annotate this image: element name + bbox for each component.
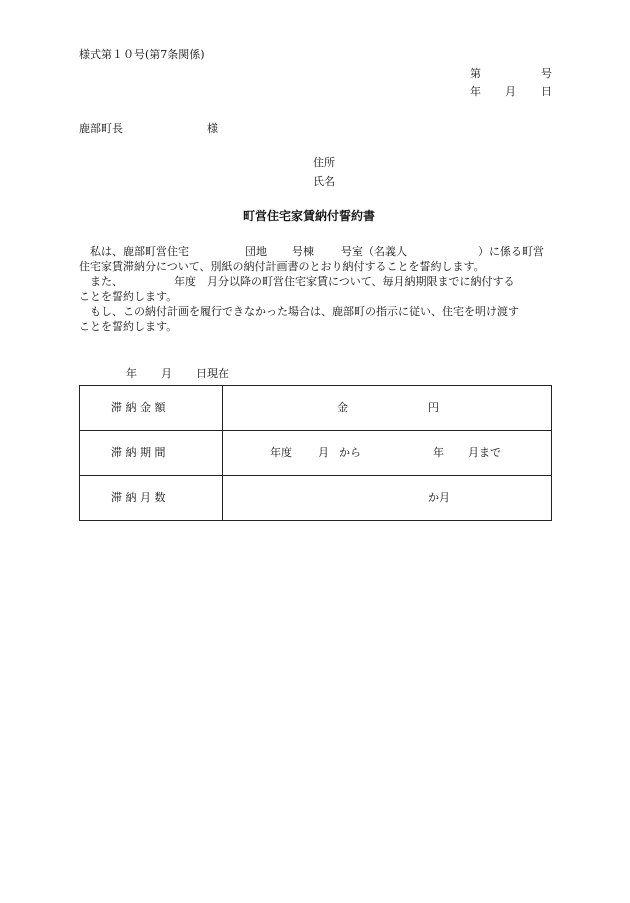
period-end-year-label: 年 xyxy=(433,446,444,459)
table-value-cell xyxy=(223,386,552,431)
p2-text-line2: ことを誓約します。 xyxy=(79,290,178,303)
table-row xyxy=(80,386,552,431)
paragraph-2-line-1 xyxy=(79,274,553,289)
addressee-name: 鹿部町長 xyxy=(79,122,123,135)
arrears-months-label: 滞 納 月 数 xyxy=(111,491,166,504)
months-count-label: か月 xyxy=(428,491,450,504)
as-of-month-label: 月 xyxy=(161,367,172,380)
p2-text-a: また、 xyxy=(90,275,123,288)
address-label: 住所 xyxy=(313,156,335,169)
paragraph-1-line-1 xyxy=(79,244,553,259)
paragraph-3-line-1 xyxy=(79,304,553,319)
period-from-label: から xyxy=(339,446,361,459)
p1-text-e: ）に係る町営 xyxy=(478,245,544,258)
p2-text-b: 年度 xyxy=(174,275,196,288)
p3-text-line1: もし、この納付計画を履行できなかった場合は、鹿部町の指示に従い、住宅を明け渡す xyxy=(90,305,519,318)
pledge-body xyxy=(79,244,553,334)
p1-text-b: 団地 xyxy=(245,245,267,258)
document-title: 町営住宅家賃納付誓約書 xyxy=(243,209,376,223)
table-label-cell xyxy=(80,476,223,521)
table-row xyxy=(80,431,552,476)
p2-text-c: 月分以降の町営住宅家賃について、毎月納期限までに納付する xyxy=(207,275,515,288)
paragraph-3-line-2 xyxy=(79,319,553,334)
doc-number-dai: 第 xyxy=(470,67,481,80)
amount-kin-label: 金 xyxy=(337,401,348,414)
p1-text-c: 号棟 xyxy=(292,245,314,258)
period-until-month-label: 月まで xyxy=(468,446,501,459)
p3-text-line2: ことを誓約します。 xyxy=(79,320,178,333)
doc-number-go: 号 xyxy=(541,67,552,80)
amount-yen-label: 円 xyxy=(428,401,439,414)
period-month-label: 月 xyxy=(318,446,329,459)
p1-text-line2: 住宅家賃滞納分について、別紙の納付計画書のとおり納付することを誓約します。 xyxy=(79,260,485,273)
table-row xyxy=(80,476,552,521)
paragraph-1-line-2 xyxy=(79,259,553,274)
as-of-year-label: 年 xyxy=(126,367,137,380)
as-of-day-label: 日現在 xyxy=(196,367,229,380)
date-day-label: 日 xyxy=(541,85,552,98)
arrears-period-label: 滞 納 期 間 xyxy=(111,446,166,459)
period-fiscal-year-label: 年度 xyxy=(270,446,292,459)
form-number: 様式第１０号(第7条関係) xyxy=(79,48,205,61)
p1-text-a: 私は、鹿部町営住宅 xyxy=(90,245,189,258)
arrears-table xyxy=(79,385,552,521)
date-year-label: 年 xyxy=(470,85,481,98)
paragraph-2-line-2 xyxy=(79,289,553,304)
arrears-amount-label: 滞 納 金 額 xyxy=(111,401,166,414)
table-value-cell xyxy=(223,431,552,476)
table-value-cell xyxy=(223,476,552,521)
date-month-label: 月 xyxy=(505,85,516,98)
table-label-cell xyxy=(80,386,223,431)
table-label-cell xyxy=(80,431,223,476)
addressee-honorific: 様 xyxy=(207,122,218,135)
name-label: 氏名 xyxy=(313,175,335,188)
p1-text-d: 号室（名義人 xyxy=(341,245,407,258)
